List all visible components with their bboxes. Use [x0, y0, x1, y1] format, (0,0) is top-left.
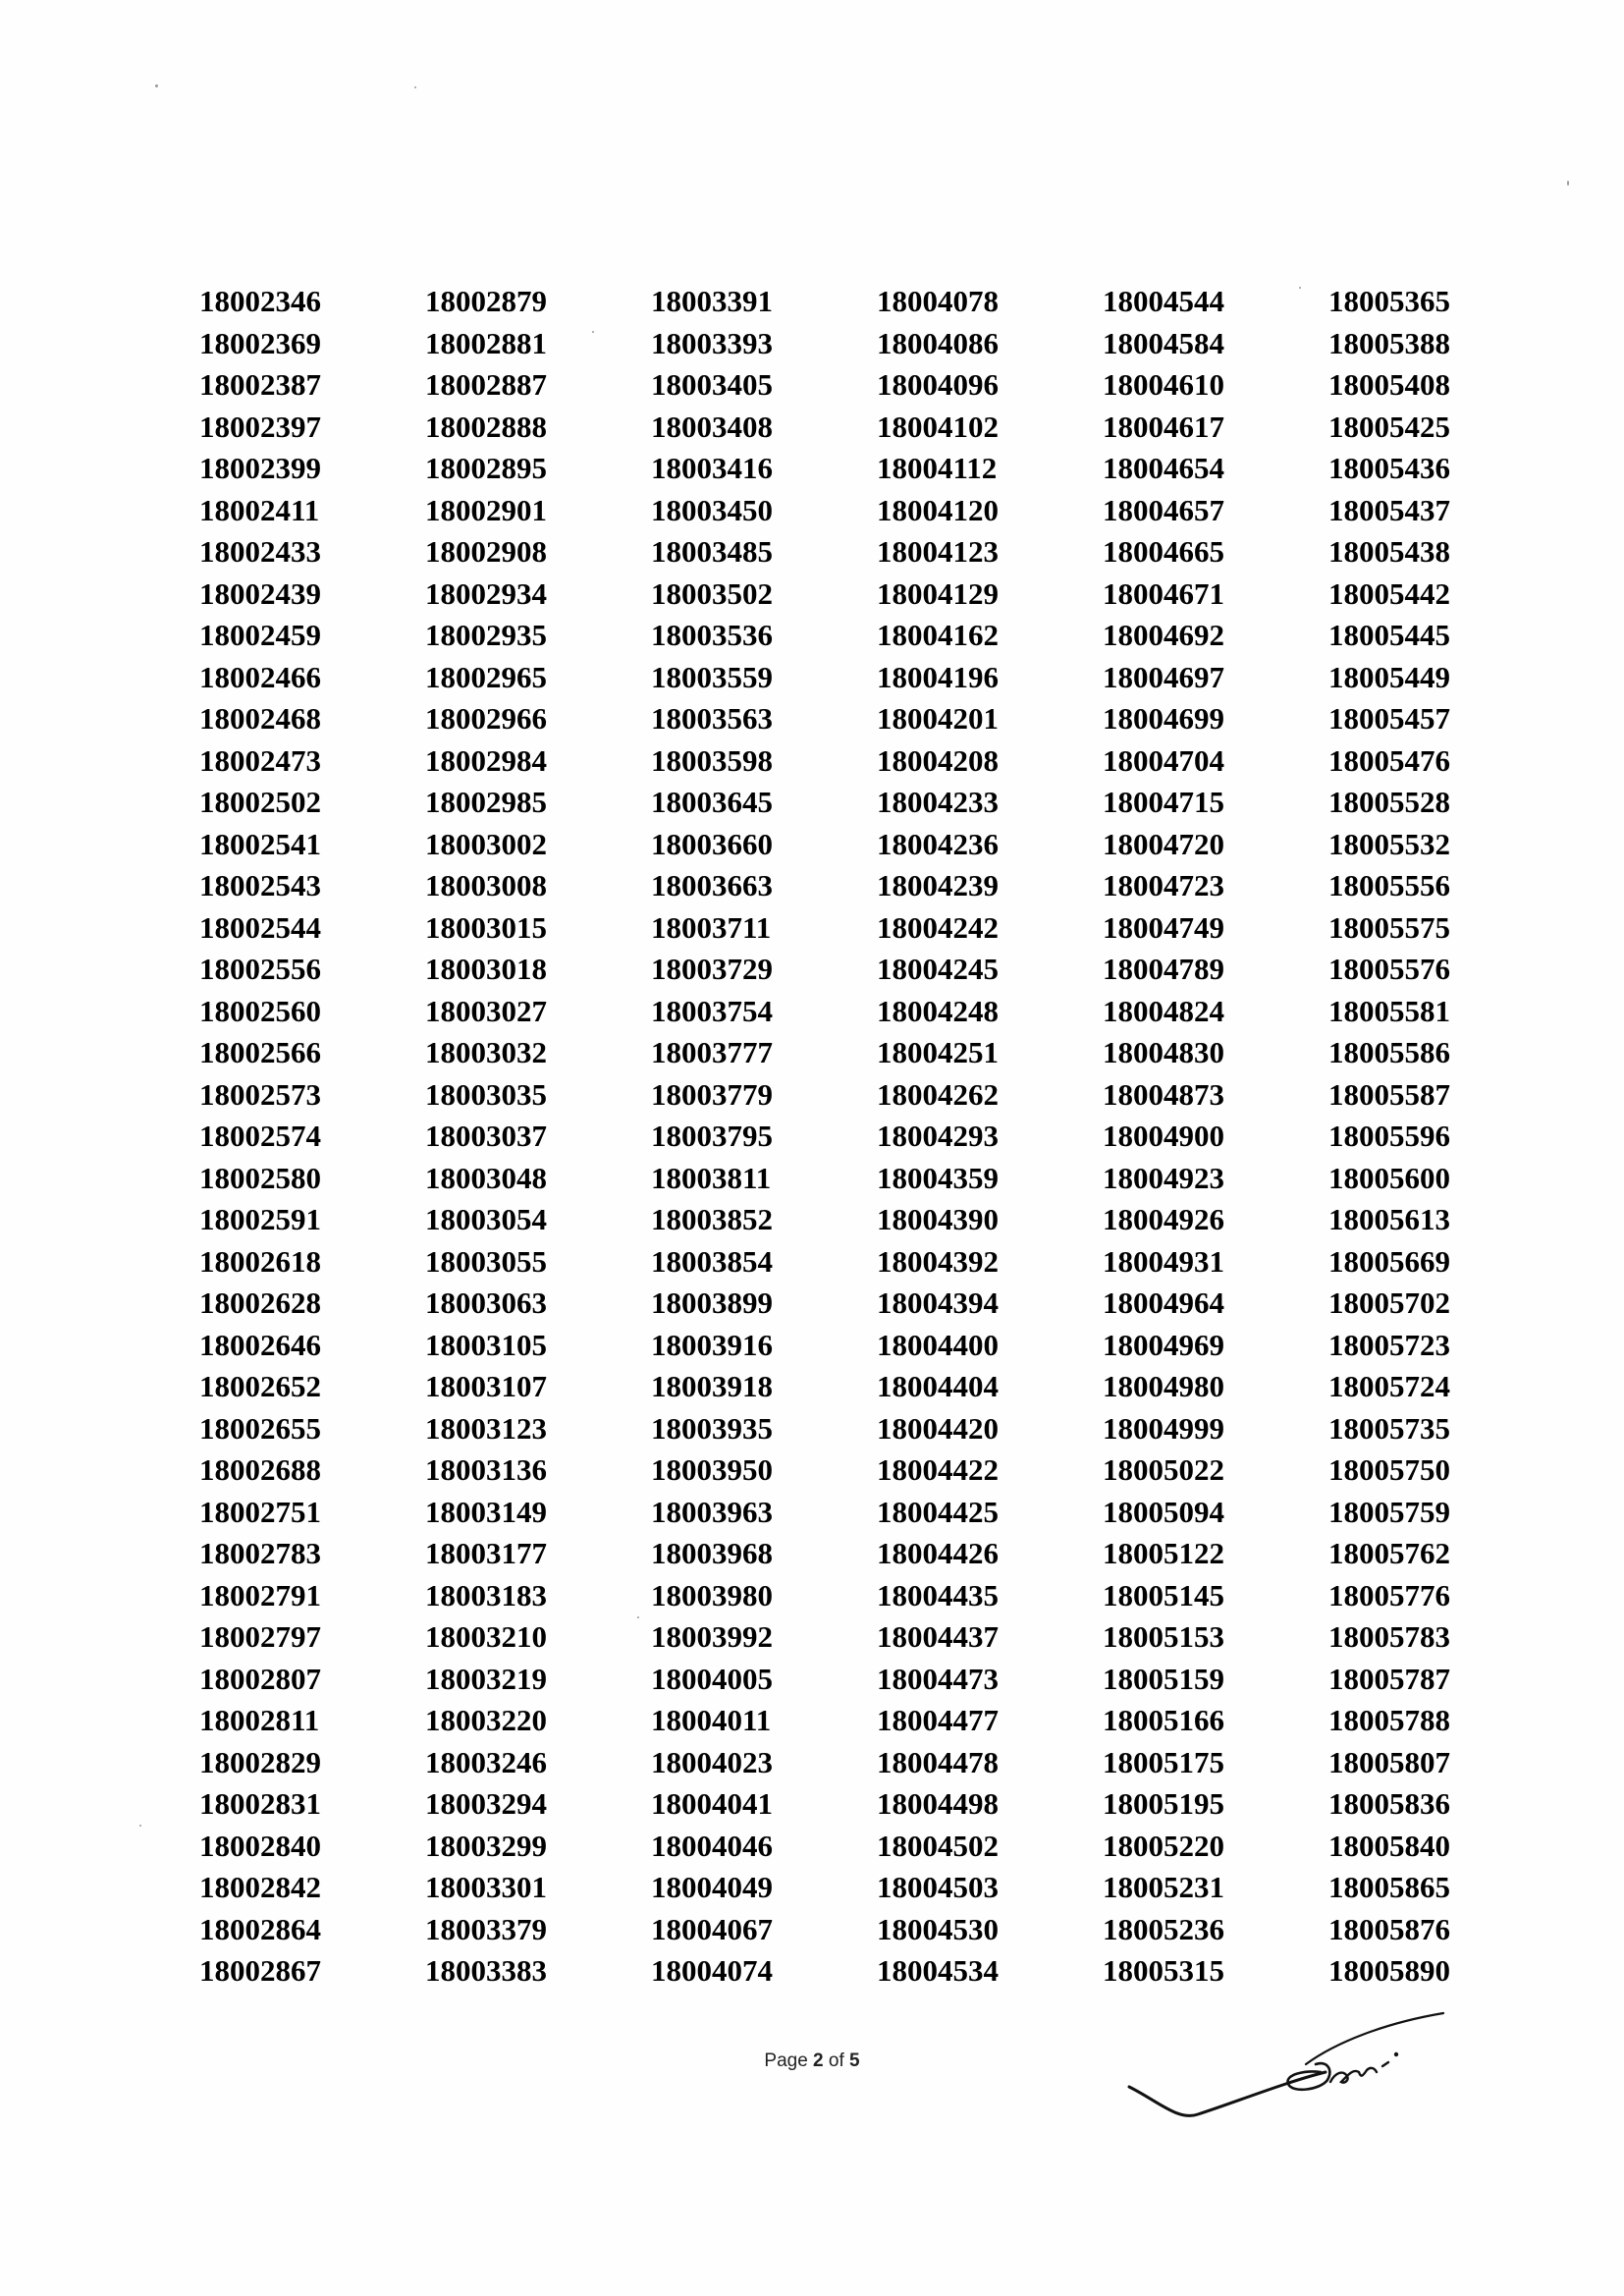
id-number: 18002468 [199, 701, 321, 736]
id-number: 18002433 [199, 534, 321, 569]
id-number: 18003559 [651, 659, 773, 694]
number-column-5 [1103, 281, 1299, 1993]
id-number: 18004665 [1103, 534, 1224, 569]
id-number: 18002387 [199, 367, 321, 402]
id-number: 18005724 [1328, 1369, 1450, 1403]
id-number: 18005581 [1328, 993, 1450, 1028]
id-number: 18004120 [877, 492, 999, 527]
id-number: 18005759 [1328, 1494, 1450, 1529]
id-number: 18004078 [877, 284, 999, 318]
id-number: 18005586 [1328, 1035, 1450, 1069]
id-number: 18004704 [1103, 742, 1224, 778]
id-number: 18002502 [199, 785, 321, 819]
id-number: 18002888 [425, 409, 547, 444]
number-list [0, 281, 1624, 1999]
id-number: 18003950 [651, 1452, 773, 1487]
id-number: 18004723 [1103, 868, 1224, 902]
id-number: 18005613 [1328, 1202, 1450, 1236]
id-number: 18002901 [425, 492, 547, 527]
id-number: 18002985 [425, 785, 547, 819]
id-number: 18003383 [425, 1953, 547, 1988]
id-number: 18005315 [1103, 1953, 1224, 1988]
id-number: 18002751 [199, 1494, 321, 1529]
id-number: 18005876 [1328, 1911, 1450, 1946]
id-number: 18002580 [199, 1160, 321, 1195]
id-number: 18005436 [1328, 451, 1450, 485]
id-number: 18004049 [651, 1870, 773, 1904]
id-number: 18005442 [1328, 575, 1450, 611]
id-number: 18002908 [425, 534, 547, 569]
id-number: 18003711 [651, 909, 772, 945]
id-number: 18004503 [877, 1870, 999, 1904]
id-number: 18003663 [651, 868, 773, 902]
id-number: 18002399 [199, 451, 321, 485]
id-number: 18003899 [651, 1285, 773, 1320]
id-number: 18002556 [199, 952, 321, 986]
id-number: 18005195 [1103, 1786, 1224, 1821]
page-of-label: of [823, 2050, 850, 2071]
id-number: 18004544 [1103, 284, 1224, 318]
id-number: 18005596 [1328, 1119, 1450, 1153]
id-number: 18004534 [877, 1953, 999, 1988]
id-number: 18004239 [877, 868, 999, 902]
id-number: 18004699 [1103, 701, 1224, 736]
id-number: 18004422 [877, 1452, 999, 1487]
id-number: 18003598 [651, 742, 773, 778]
id-number: 18003779 [651, 1076, 773, 1112]
id-number: 18005783 [1328, 1619, 1450, 1654]
id-number: 18004400 [877, 1327, 999, 1362]
id-number: 18004671 [1103, 575, 1224, 611]
id-number: 18004023 [651, 1744, 773, 1779]
id-number: 18003963 [651, 1494, 773, 1529]
id-number: 18005153 [1103, 1619, 1224, 1654]
id-number: 18004980 [1103, 1369, 1224, 1403]
id-number: 18005425 [1328, 409, 1450, 444]
id-number: 18003450 [651, 492, 773, 527]
id-number: 18002573 [199, 1076, 321, 1112]
id-number: 18004437 [877, 1619, 999, 1654]
id-number: 18003502 [651, 575, 773, 611]
id-number: 18003027 [425, 993, 547, 1028]
scan-speck [155, 84, 158, 87]
id-number: 18003183 [425, 1577, 547, 1613]
id-number: 18005750 [1328, 1452, 1450, 1487]
id-number: 18004420 [877, 1410, 999, 1446]
id-number: 18003408 [651, 409, 773, 444]
id-number: 18005735 [1328, 1410, 1450, 1446]
id-number: 18004236 [877, 826, 999, 861]
id-number: 18005836 [1328, 1786, 1450, 1821]
id-number: 18003992 [651, 1619, 773, 1654]
id-number: 18005762 [1328, 1536, 1450, 1570]
id-number: 18002807 [199, 1661, 321, 1696]
id-number: 18004697 [1103, 659, 1224, 694]
id-number: 18003563 [651, 701, 773, 736]
id-number: 18003980 [651, 1577, 773, 1613]
id-number: 18004262 [877, 1076, 999, 1112]
id-number: 18003754 [651, 993, 773, 1028]
id-number: 18002560 [199, 993, 321, 1028]
id-number: 18005388 [1328, 325, 1450, 360]
id-number: 18003055 [425, 1243, 547, 1279]
id-number: 18004005 [651, 1661, 773, 1696]
id-number: 18002829 [199, 1744, 321, 1779]
id-number: 18004584 [1103, 325, 1224, 360]
scan-speck [1299, 287, 1301, 289]
id-number: 18005575 [1328, 909, 1450, 945]
id-number: 18002935 [425, 618, 547, 652]
id-number: 18003777 [651, 1035, 773, 1069]
number-column-6 [1328, 281, 1525, 1993]
id-number: 18003035 [425, 1076, 547, 1112]
id-number: 18003660 [651, 826, 773, 861]
id-number: 18002879 [425, 284, 547, 318]
id-number: 18004830 [1103, 1035, 1224, 1069]
id-number: 18004394 [877, 1285, 999, 1320]
id-number: 18004999 [1103, 1410, 1224, 1446]
id-number: 18002655 [199, 1410, 321, 1446]
id-number: 18004473 [877, 1661, 999, 1696]
id-number: 18003149 [425, 1494, 547, 1529]
id-number: 18004201 [877, 701, 999, 736]
id-number: 18004435 [877, 1577, 999, 1613]
id-number: 18002541 [199, 826, 321, 861]
id-number: 18004359 [877, 1160, 999, 1195]
id-number: 18003048 [425, 1160, 547, 1195]
id-number: 18003301 [425, 1870, 547, 1904]
id-number: 18003645 [651, 785, 773, 819]
id-number: 18003002 [425, 826, 547, 861]
id-number: 18004498 [877, 1786, 999, 1821]
id-number: 18002840 [199, 1828, 321, 1863]
id-number: 18005890 [1328, 1953, 1450, 1988]
id-number: 18004926 [1103, 1202, 1224, 1236]
id-number: 18002543 [199, 868, 321, 902]
id-number: 18004617 [1103, 409, 1224, 444]
id-number: 18005723 [1328, 1327, 1450, 1362]
id-number: 18002566 [199, 1035, 321, 1069]
id-number: 18005587 [1328, 1076, 1450, 1112]
id-number: 18002797 [199, 1619, 321, 1654]
id-number: 18004242 [877, 909, 999, 945]
id-number: 18002783 [199, 1536, 321, 1570]
id-number: 18003015 [425, 909, 547, 945]
id-number: 18004196 [877, 659, 999, 694]
id-number: 18004610 [1103, 367, 1224, 402]
id-number: 18004067 [651, 1911, 773, 1946]
page-prefix: Page [764, 2050, 814, 2071]
id-number: 18003220 [425, 1703, 547, 1737]
total-pages-number: 5 [849, 2050, 860, 2071]
id-number: 18002791 [199, 1577, 321, 1613]
id-number: 18003219 [425, 1661, 547, 1696]
id-number: 18003405 [651, 367, 773, 402]
id-number: 18005365 [1328, 284, 1450, 318]
id-number: 18005408 [1328, 367, 1450, 402]
id-number: 18003935 [651, 1410, 773, 1446]
id-number: 18004873 [1103, 1076, 1224, 1112]
id-number: 18004657 [1103, 492, 1224, 527]
id-number: 18003536 [651, 618, 773, 652]
id-number: 18002966 [425, 701, 547, 736]
id-number: 18003854 [651, 1243, 773, 1279]
id-number: 18003299 [425, 1828, 547, 1863]
id-number: 18002895 [425, 451, 547, 485]
id-number: 18003105 [425, 1327, 547, 1362]
id-number: 18003795 [651, 1119, 773, 1153]
id-number: 18004749 [1103, 909, 1224, 945]
number-column-1 [199, 281, 396, 1993]
id-number: 18002473 [199, 742, 321, 778]
id-number: 18002688 [199, 1452, 321, 1487]
id-number: 18004162 [877, 618, 999, 652]
id-number: 18005556 [1328, 868, 1450, 902]
id-number: 18003107 [425, 1369, 547, 1403]
id-number: 18005220 [1103, 1828, 1224, 1863]
id-number: 18005445 [1328, 618, 1450, 652]
id-number: 18004245 [877, 952, 999, 986]
scan-speck [637, 1616, 639, 1618]
id-number: 18004426 [877, 1536, 999, 1570]
id-number: 18005449 [1328, 659, 1450, 694]
id-number: 18005532 [1328, 826, 1450, 861]
id-number: 18004720 [1103, 826, 1224, 861]
id-number: 18005840 [1328, 1828, 1450, 1863]
id-number: 18002984 [425, 742, 547, 778]
id-number: 18004824 [1103, 993, 1224, 1028]
id-number: 18002411 [199, 492, 320, 527]
id-number: 18002646 [199, 1327, 321, 1362]
id-number: 18005787 [1328, 1661, 1450, 1696]
id-number: 18003123 [425, 1410, 547, 1446]
id-number: 18004123 [877, 534, 999, 569]
id-number: 18005159 [1103, 1661, 1224, 1696]
id-number: 18005231 [1103, 1870, 1224, 1904]
id-number: 18003729 [651, 952, 773, 986]
id-number: 18003391 [651, 284, 773, 318]
id-number: 18003032 [425, 1035, 547, 1069]
id-number: 18003916 [651, 1327, 773, 1362]
id-number: 18004392 [877, 1243, 999, 1279]
id-number: 18005122 [1103, 1536, 1224, 1570]
id-number: 18002618 [199, 1243, 321, 1279]
id-number: 18004900 [1103, 1119, 1224, 1153]
id-number: 18002369 [199, 325, 321, 360]
id-number: 18004425 [877, 1494, 999, 1529]
id-number: 18005865 [1328, 1870, 1450, 1904]
id-number: 18004692 [1103, 618, 1224, 652]
id-number: 18003177 [425, 1536, 547, 1570]
id-number: 18004096 [877, 367, 999, 402]
id-number: 18002466 [199, 659, 321, 694]
id-number: 18004654 [1103, 451, 1224, 485]
id-number: 18004112 [877, 451, 998, 485]
id-number: 18005476 [1328, 742, 1450, 778]
id-number: 18003416 [651, 451, 773, 485]
id-number: 18004233 [877, 785, 999, 819]
id-number: 18004789 [1103, 952, 1224, 986]
id-number: 18003968 [651, 1536, 773, 1570]
id-number: 18004478 [877, 1744, 999, 1779]
id-number: 18002965 [425, 659, 547, 694]
scan-speck [139, 1825, 141, 1827]
id-number: 18003008 [425, 868, 547, 902]
current-page-number: 2 [813, 2050, 824, 2071]
id-number: 18004923 [1103, 1160, 1224, 1195]
id-number: 18005776 [1328, 1577, 1450, 1613]
id-number: 18003136 [425, 1452, 547, 1487]
id-number: 18002652 [199, 1369, 321, 1403]
id-number: 18003918 [651, 1369, 773, 1403]
id-number: 18005702 [1328, 1285, 1450, 1320]
id-number: 18002544 [199, 909, 321, 945]
id-number: 18003063 [425, 1285, 547, 1320]
number-column-4 [877, 281, 1073, 1993]
id-number: 18002864 [199, 1911, 321, 1946]
id-number: 18004715 [1103, 785, 1224, 819]
id-number: 18005145 [1103, 1577, 1224, 1613]
scan-speck [414, 86, 416, 88]
id-number: 18004041 [651, 1786, 773, 1821]
id-number: 18002574 [199, 1119, 321, 1153]
id-number: 18003018 [425, 952, 547, 986]
id-number: 18003485 [651, 534, 773, 569]
id-number: 18002459 [199, 618, 321, 652]
id-number: 18003054 [425, 1202, 547, 1236]
id-number: 18005437 [1328, 492, 1450, 527]
id-number: 18003294 [425, 1786, 547, 1821]
id-number: 18004530 [877, 1911, 999, 1946]
id-number: 18005807 [1328, 1744, 1450, 1779]
id-number: 18004248 [877, 993, 999, 1028]
id-number: 18005788 [1328, 1703, 1450, 1737]
number-column-3 [651, 281, 847, 1993]
id-number: 18004390 [877, 1202, 999, 1236]
id-number: 18004046 [651, 1828, 773, 1863]
id-number: 18004102 [877, 409, 999, 444]
scan-speck [592, 331, 594, 333]
id-number: 18003811 [651, 1160, 772, 1195]
id-number: 18005094 [1103, 1494, 1224, 1529]
id-number: 18004011 [651, 1703, 772, 1737]
id-number: 18004208 [877, 742, 999, 778]
id-number: 18004404 [877, 1369, 999, 1403]
id-number: 18003246 [425, 1744, 547, 1779]
id-number: 18002842 [199, 1870, 321, 1904]
id-number: 18005438 [1328, 534, 1450, 569]
id-number: 18002397 [199, 409, 321, 444]
id-number: 18003393 [651, 325, 773, 360]
id-number: 18002628 [199, 1285, 321, 1320]
id-number: 18004931 [1103, 1243, 1224, 1279]
id-number: 18004969 [1103, 1327, 1224, 1362]
id-number: 18005576 [1328, 952, 1450, 986]
id-number: 18004964 [1103, 1285, 1224, 1320]
id-number: 18004251 [877, 1035, 999, 1069]
id-number: 18004477 [877, 1703, 999, 1737]
id-number: 18002439 [199, 575, 321, 611]
id-number: 18002887 [425, 367, 547, 402]
id-number: 18005236 [1103, 1911, 1224, 1946]
id-number: 18005528 [1328, 785, 1450, 819]
id-number: 18002346 [199, 284, 321, 318]
id-number: 18005600 [1328, 1160, 1450, 1195]
id-number: 18004129 [877, 575, 999, 611]
id-number: 18002591 [199, 1202, 321, 1236]
id-number: 18002831 [199, 1786, 321, 1821]
id-number: 18002881 [425, 325, 547, 360]
id-number: 18005669 [1328, 1243, 1450, 1279]
id-number: 18004293 [877, 1119, 999, 1153]
id-number: 18002867 [199, 1953, 321, 1988]
id-number: 18005457 [1328, 701, 1450, 736]
id-number: 18003037 [425, 1119, 547, 1153]
id-number: 18003210 [425, 1619, 547, 1654]
id-number: 18004074 [651, 1953, 773, 1988]
id-number: 18005175 [1103, 1744, 1224, 1779]
id-number: 18002811 [199, 1703, 320, 1737]
id-number: 18005166 [1103, 1703, 1224, 1737]
id-number: 18005022 [1103, 1452, 1224, 1487]
number-column-2 [425, 281, 622, 1993]
id-number: 18004086 [877, 325, 999, 360]
scan-speck [1567, 181, 1569, 186]
handwritten-signature [1119, 1974, 1453, 2141]
id-number: 18003379 [425, 1911, 547, 1946]
id-number: 18002934 [425, 575, 547, 611]
id-number: 18004502 [877, 1828, 999, 1863]
id-number: 18003852 [651, 1202, 773, 1236]
